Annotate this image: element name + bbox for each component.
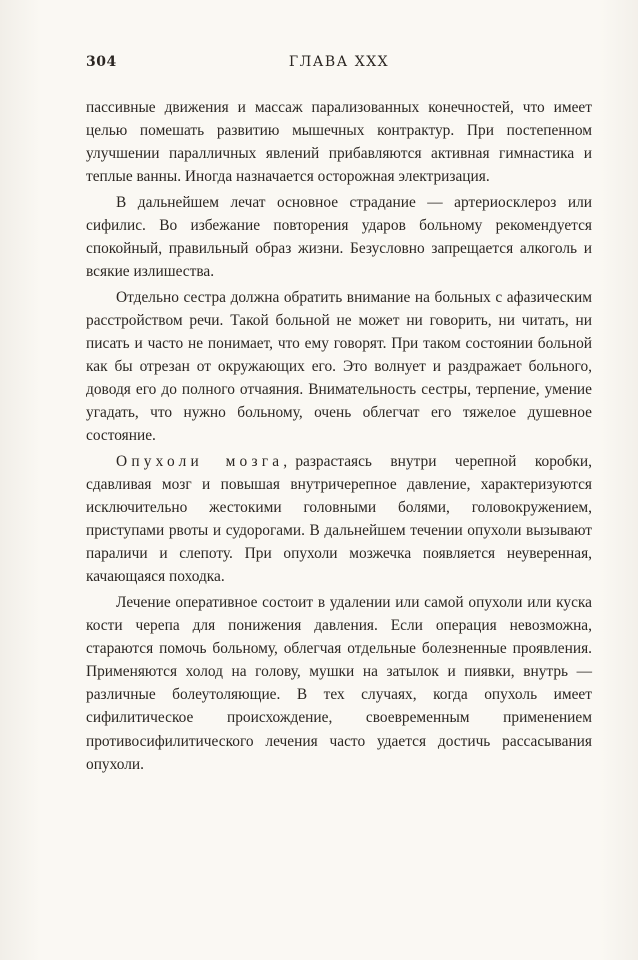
- term-brain-tumors: Опухоли мозга,: [116, 452, 292, 470]
- paragraph-aphasia: Отдельно сестра должна обратить внимание на больных с афазическим расстройством речи. Такой больной не может ни говорить, ни читать, ни писать и часто не понимает, что ему говорят. При таком состоянии больной как бы отрезан от окружающих его. Это волнует и раздражает больного, доводя его до полного отчаяния. Внимательность сестры, терпение, умение угадать, что нужно больному, очень облегчат его тяжелое душевное состояние.: [86, 288, 592, 445]
- page-header: [86, 54, 592, 76]
- chapter-title: ГЛАВА XXX: [288, 54, 390, 70]
- paragraph-brain-tumors-text: разрастаясь внутри черепной коробки, сдавливая мозг и повышая внутричерепное давление, характеризуются исключительно жестокими головными болями, головокружением, приступами рвоты и судорогами. В дальнейшем течении опухоли вызывают параличи и слепоту. При опухоли мозжечка появляется неуверенная, качающаяся походка.: [86, 452, 592, 586]
- paragraph-treatment: В дальнейшем лечат основное страдание — артериосклероз или сифилис. Во избежание повторения ударов больному рекомендуется спокойный, правильный образ жизни. Безусловно запрещается алкоголь и всякие излишества.: [86, 193, 592, 281]
- body-text: [86, 96, 592, 778]
- paragraph-brain-tumors: [86, 450, 592, 589]
- paragraph-continuation: пассивные движения и массаж парализованных конечностей, что имеет целью помешать развитию мышечных контрактур. При постепенном улучшении паралличных явлений прибавляются активная гимнастика и теплые ванны. Иногда назначается осторожная электризация.: [86, 99, 592, 186]
- paragraph-surgery: Лечение оперативное состоит в удалении или самой опухоли или куска кости черепа для понижения давления. Если операция невозможна, стараются помочь больному, облегчая отдельные болезненные проявления. Применяются холод на голову, мушки на затылок и пиявки, внутрь — различные болеутоляющие. В тех случаях, когда опухоль имеет сифилитическое происхождение, своевременным применением противосифилитического лечения часто удается достичь рассасывания опухоли.: [86, 593, 592, 773]
- page-number: 304: [86, 54, 117, 70]
